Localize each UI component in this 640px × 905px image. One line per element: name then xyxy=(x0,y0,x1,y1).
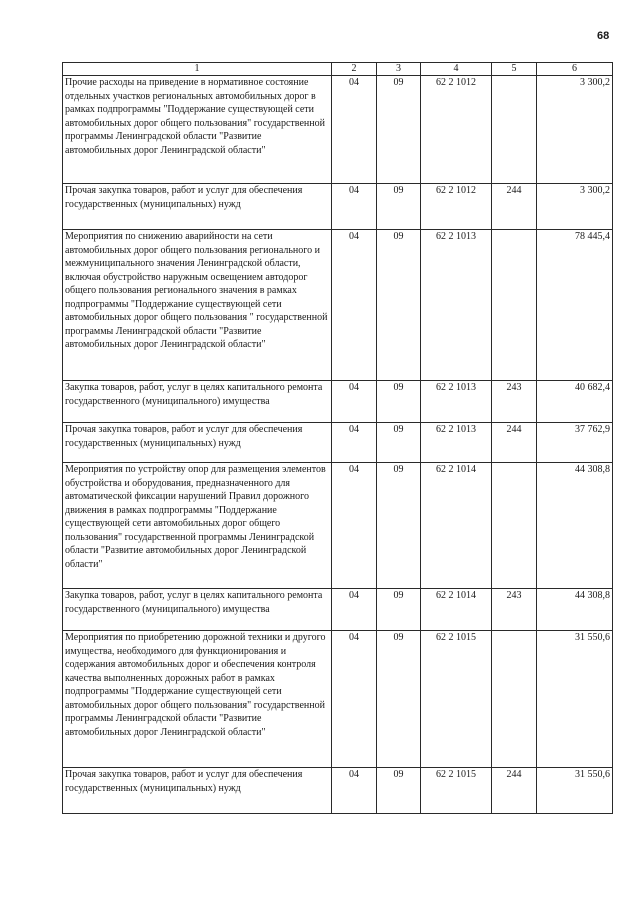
row-name: Мероприятия по снижению аварийности на сети автомобильных дорог общего пользования регионального и межмуниципального значения Ленинградской области, включая обустройство наружным освещением автодорог общего пользования регионального значения в рамках подпрограммы "Поддержание существующей сети автомобильных дорог общего пользования " государственной программы Ленинградской области "Развитие автомобильных дорог Ленинградской области" xyxy=(63,230,332,381)
row-target-article: 62 2 1012 xyxy=(421,76,492,184)
row-name: Прочая закупка товаров, работ и услуг для обеспечения государственных (муниципальных) нужд xyxy=(63,423,332,463)
row-target-article: 62 2 1013 xyxy=(421,423,492,463)
row-expense-type: 244 xyxy=(492,768,537,814)
row-amount: 3 300,2 xyxy=(537,184,613,230)
table-row xyxy=(63,381,613,423)
row-amount: 31 550,6 xyxy=(537,631,613,768)
column-header-subsection: 3 xyxy=(377,63,421,76)
row-target-article: 62 2 1015 xyxy=(421,768,492,814)
row-target-article: 62 2 1015 xyxy=(421,631,492,768)
row-section: 04 xyxy=(332,463,377,589)
row-expense-type: 244 xyxy=(492,423,537,463)
row-section: 04 xyxy=(332,230,377,381)
row-target-article: 62 2 1013 xyxy=(421,230,492,381)
column-header-amount: 6 xyxy=(537,63,613,76)
column-header-expense-type: 5 xyxy=(492,63,537,76)
table-row xyxy=(63,463,613,589)
row-expense-type xyxy=(492,631,537,768)
row-name: Прочая закупка товаров, работ и услуг для обеспечения государственных (муниципальных) нужд xyxy=(63,768,332,814)
row-expense-type: 244 xyxy=(492,184,537,230)
table-row xyxy=(63,768,613,814)
row-amount: 31 550,6 xyxy=(537,768,613,814)
row-name: Прочая закупка товаров, работ и услуг для обеспечения государственных (муниципальных) нужд xyxy=(63,184,332,230)
row-section: 04 xyxy=(332,423,377,463)
row-expense-type: 243 xyxy=(492,381,537,423)
table-row xyxy=(63,589,613,631)
row-expense-type xyxy=(492,463,537,589)
row-name: Прочие расходы на приведение в нормативное состояние отдельных участков региональных автомобильных дорог в рамках подпрограммы "Поддержание существующей сети автомобильных дорог общего пользования" государственной программы Ленинградской области "Развитие автомобильных дорог Ленинградской области" xyxy=(63,76,332,184)
row-subsection: 09 xyxy=(377,230,421,381)
table-row xyxy=(63,230,613,381)
row-amount: 40 682,4 xyxy=(537,381,613,423)
row-amount: 44 308,8 xyxy=(537,589,613,631)
row-amount: 78 445,4 xyxy=(537,230,613,381)
row-name: Мероприятия по устройству опор для размещения элементов обустройства и оборудования, предназначенного для автоматической фиксации нарушений Правил дорожного движения в рамках подпрограммы "Поддержание существующей сети автомобильных дорог общего пользования" государственной программы Ленинградской области "Развитие автомобильных дорог Ленинградской области" xyxy=(63,463,332,589)
table-row xyxy=(63,631,613,768)
row-amount: 37 762,9 xyxy=(537,423,613,463)
budget-table xyxy=(62,62,613,814)
row-subsection: 09 xyxy=(377,423,421,463)
row-name: Закупка товаров, работ, услуг в целях капитального ремонта государственного (муниципального) имущества xyxy=(63,589,332,631)
page-number: 68 xyxy=(597,30,610,42)
row-section: 04 xyxy=(332,381,377,423)
row-section: 04 xyxy=(332,589,377,631)
row-section: 04 xyxy=(332,76,377,184)
table-header-row xyxy=(63,63,613,76)
row-section: 04 xyxy=(332,631,377,768)
row-amount: 3 300,2 xyxy=(537,76,613,184)
row-target-article: 62 2 1013 xyxy=(421,381,492,423)
row-subsection: 09 xyxy=(377,463,421,589)
row-subsection: 09 xyxy=(377,381,421,423)
row-section: 04 xyxy=(332,184,377,230)
column-header-section: 2 xyxy=(332,63,377,76)
row-expense-type xyxy=(492,76,537,184)
row-subsection: 09 xyxy=(377,631,421,768)
column-header-name: 1 xyxy=(63,63,332,76)
row-target-article: 62 2 1014 xyxy=(421,589,492,631)
row-expense-type: 243 xyxy=(492,589,537,631)
column-header-target-article: 4 xyxy=(421,63,492,76)
row-name: Закупка товаров, работ, услуг в целях капитального ремонта государственного (муниципального) имущества xyxy=(63,381,332,423)
row-expense-type xyxy=(492,230,537,381)
row-name: Мероприятия по приобретению дорожной техники и другого имущества, необходимого для функционирования и содержания автомобильных дорог и обеспечения контроля качества выполненных дорожных работ в рамках подпрограммы "Поддержание существующей сети автомобильных дорог общего пользования" государственной программы Ленинградской области "Развитие автомобильных дорог Ленинградской области" xyxy=(63,631,332,768)
table-row xyxy=(63,184,613,230)
row-subsection: 09 xyxy=(377,768,421,814)
table-row xyxy=(63,423,613,463)
row-target-article: 62 2 1012 xyxy=(421,184,492,230)
row-target-article: 62 2 1014 xyxy=(421,463,492,589)
table-row xyxy=(63,76,613,184)
row-section: 04 xyxy=(332,768,377,814)
row-subsection: 09 xyxy=(377,76,421,184)
row-subsection: 09 xyxy=(377,589,421,631)
row-amount: 44 308,8 xyxy=(537,463,613,589)
row-subsection: 09 xyxy=(377,184,421,230)
